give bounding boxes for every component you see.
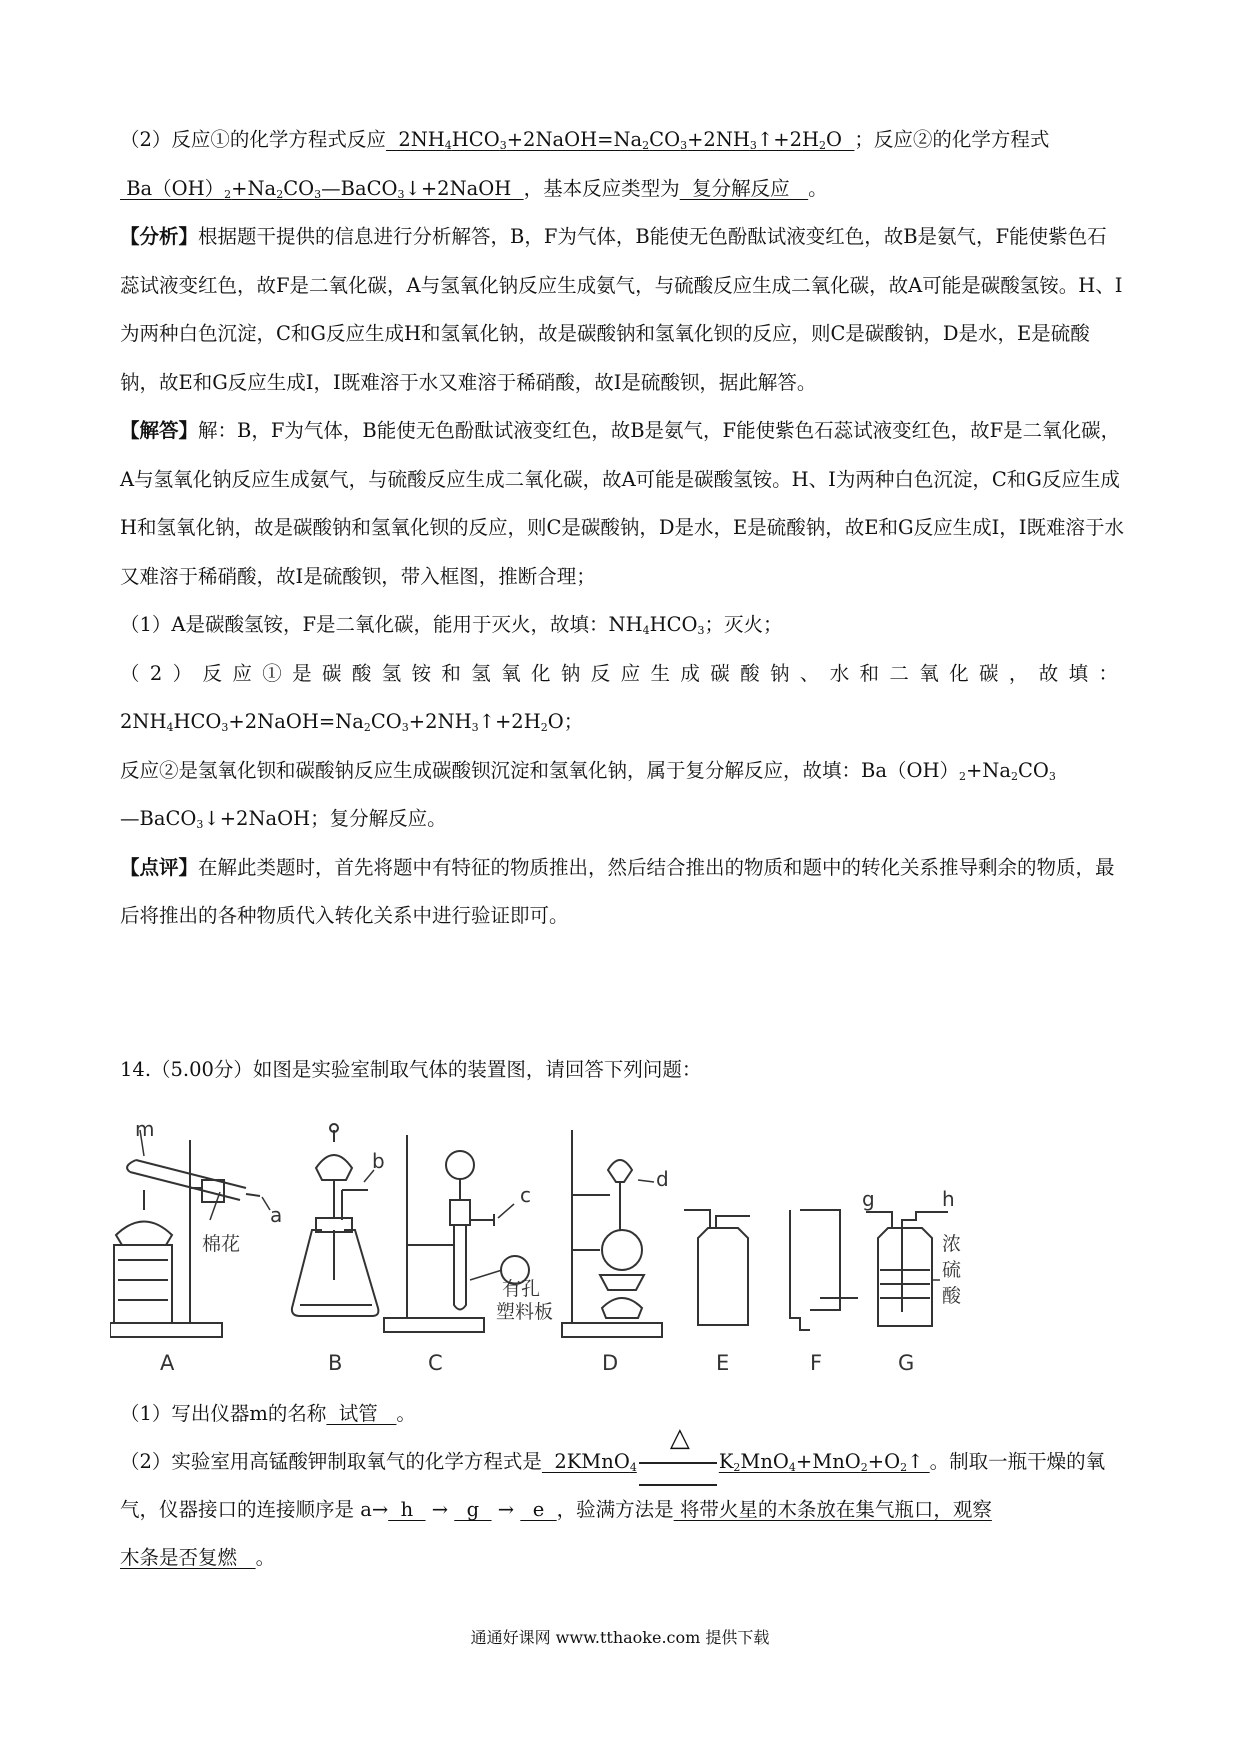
kmno4-equation-blank: 2KMnO$_4$ xyxy=(541,1450,637,1474)
solution-part2-equation: $2NH_4HCO_3+2NaOH=Na_2CO_3+2NH_3↑+2H_2O$； xyxy=(120,710,584,734)
note-conc: 浓 xyxy=(942,1233,962,1255)
label-d: d xyxy=(656,1167,669,1191)
caption-e: E xyxy=(716,1351,730,1375)
apparatus-d xyxy=(562,1130,662,1337)
label-m: m xyxy=(135,1120,155,1141)
note-porous-1: 有孔 xyxy=(502,1278,541,1300)
label-a: a xyxy=(270,1203,283,1227)
solution-part2-line1: （2）反应①是碳酸氢铵和氢氧化钠反应生成碳酸钠、水和二氧化碳，故填： xyxy=(120,661,1125,685)
q13-answer-block xyxy=(120,116,1125,941)
label-g: g xyxy=(862,1187,875,1211)
caption-f: F xyxy=(810,1351,823,1375)
verify-method-blank-1: 将带火星的木条放在集气瓶口，观察 xyxy=(673,1498,992,1521)
comment-paragraph: 【点评】在解此类题时，首先将题中有特征的物质推出，然后结合推出的物质和题中的转化关系推导剩余的物质，最后将推出的各种物质代入转化关系中进行验证即可。 xyxy=(120,855,1115,927)
caption-d: D xyxy=(602,1351,619,1375)
note-sulfur: 硫 xyxy=(942,1259,962,1281)
label-h: h xyxy=(942,1187,955,1211)
note-porous-2: 塑料板 xyxy=(496,1301,554,1323)
port-blank-2: g xyxy=(454,1498,492,1521)
caption-c: C xyxy=(428,1351,443,1375)
port-blank-1: h xyxy=(388,1498,426,1521)
instrument-name-blank: 试管 xyxy=(326,1402,397,1425)
q14-part2: （2）实验室用高锰酸钾制取氧气的化学方程式是 2KMnO$_4$ △ $K_2MnO_4+MnO_2+O_2↑$ 。制取一瓶干燥的氧 xyxy=(120,1438,1125,1486)
label-c: c xyxy=(520,1183,531,1207)
caption-g: G xyxy=(898,1351,915,1375)
reaction2-equation-blank: $Ba(OH)_2+Na_2CO_3—BaCO_3↓+2NaOH$ xyxy=(120,176,524,201)
label-b: b xyxy=(372,1149,385,1173)
apparatus-b xyxy=(292,1124,379,1316)
q14-answers xyxy=(120,1390,1125,1582)
reaction-type-blank: 复分解反应 xyxy=(679,176,809,200)
analysis-paragraph: 【分析】根据题干提供的信息进行分析解答，B，F为气体，B能使无色酚酞试液变红色，故B是氨气，F能使紫色石蕊试液变红色，故F是二氧化碳，A与氢氧化钠反应生成氨气，与硫酸反应生成二氧化碳，故A可能是碳酸氢铵。H、I为两种白色沉淀，C和G反应生成H和氢氧化钠，故是碳酸钠和氢氧化钡的反应，则C是碳酸钠，D是水，E是硫酸钠，故E和G反应生成I，I既难溶于水又难溶于稀硝酸，故I是硫酸钡，据此解答。 xyxy=(120,225,1123,394)
apparatus-a xyxy=(110,1130,270,1337)
apparatus-e xyxy=(684,1210,750,1325)
q14-stem: 14.（5.00分）如图是实验室制取气体的装置图，请回答下列问题： xyxy=(120,1058,702,1081)
apparatus-figure xyxy=(110,1120,1130,1380)
q13-part2-answer: （2）反应①的化学方程式反应 $2NH_4HCO_3+2NaOH=Na_2CO_3+2NH_3↑+2H_2O$ ；反应②的化学方程式 $Ba(OH)_2+Na_2CO_3—BaCO_3↓+2NaOH$ ，基本反应类型为 复分解反应 。 xyxy=(120,128,1050,201)
page-footer: 通通好课网 www.tthaoke.com 提供下载 xyxy=(470,1628,770,1647)
note-cotton: 棉花 xyxy=(202,1233,241,1255)
solution-part1: （1）A是碳酸氢铵，F是二氧化碳，能用于灭火，故填：$NH_4HCO_3$；灭火； xyxy=(120,613,783,637)
q14-block xyxy=(120,1050,1125,1090)
note-acid: 酸 xyxy=(942,1285,962,1307)
q14-part1: （1）写出仪器m的名称 试管 。 xyxy=(120,1402,416,1425)
heating-condition: △ xyxy=(639,1453,717,1473)
q14-part3: 气，仪器接口的连接顺序是 a→ h → g → e ，验满方法是 将带火星的木条放在集气瓶口，观察 木条是否复燃 。 xyxy=(120,1498,992,1569)
caption-a: A xyxy=(160,1351,175,1375)
apparatus-f xyxy=(790,1210,858,1330)
port-blank-3: e xyxy=(520,1498,557,1521)
reaction1-equation-blank: $2NH_4HCO_3+2NaOH=Na_2CO_3+2NH_3↑+2H_2O$ xyxy=(385,128,855,152)
apparatus-g xyxy=(866,1212,948,1326)
caption-b: B xyxy=(328,1351,343,1375)
verify-method-blank-2: 木条是否复燃 xyxy=(120,1546,256,1569)
solution-part3: 反应②是氢氧化钡和碳酸钠反应生成碳酸钡沉淀和氢氧化钠，属于复分解反应，故填：$Ba(OH)_2+Na_2CO_3$ —BaCO$_3$↓+2NaOH；复分解反应。 xyxy=(120,758,1056,831)
solution-paragraph: 【解答】解：B，F为气体，B能使无色酚酞试液变红色，故B是氨气，F能使紫色石蕊试液变红色，故F是二氧化碳，A与氢氧化钠反应生成氨气，与硫酸反应生成二氧化碳，故A可能是碳酸氢铵。H、I为两种白色沉淀，C和G反应生成H和氢氧化钠，故是碳酸钠和氢氧化钡的反应，则C是碳酸钠，D是水，E是硫酸钠，故E和G反应生成I，I既难溶于水又难溶于稀硝酸，故I是硫酸钡，带入框图，推断合理； xyxy=(120,419,1125,588)
